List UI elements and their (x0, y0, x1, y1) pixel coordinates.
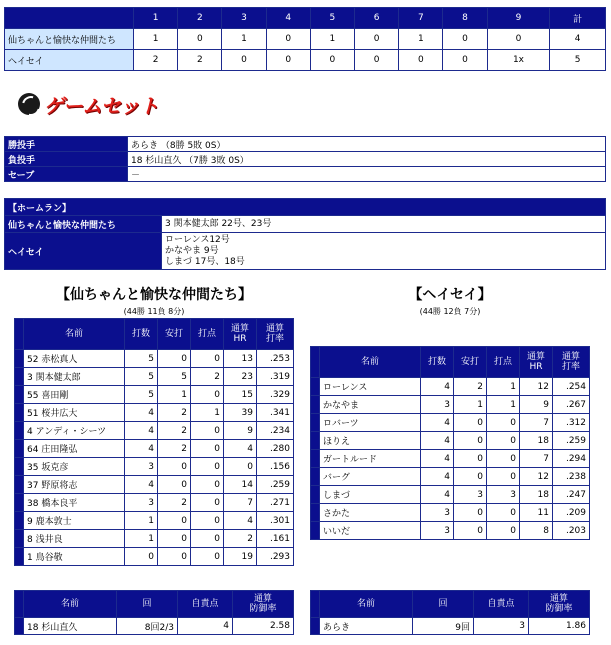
batter-stat: 0 (487, 432, 520, 450)
batter-stat: 0 (487, 522, 520, 540)
game-set-logo (18, 90, 158, 118)
batter-name: 52 赤松真人 (24, 350, 125, 368)
homerun-line: かなやま 9号 (165, 245, 219, 256)
batter-stat: 8 (520, 522, 553, 540)
side-bar (15, 440, 24, 458)
batter-stat: 4 (421, 378, 454, 396)
batter-stat: 0 (487, 468, 520, 486)
batter-stat: 3 (421, 504, 454, 522)
batter-stat: .156 (257, 458, 294, 476)
side-bar (311, 618, 320, 635)
batter-name: さかた (320, 504, 421, 522)
batter-stat: 0 (125, 548, 158, 566)
homerun-line: 3 関本健太郎 22号、23号 (165, 218, 272, 229)
side-bar (15, 548, 24, 566)
pitching-body (311, 591, 590, 635)
side-bar (15, 512, 24, 530)
side-bar (311, 396, 320, 414)
batter-name: 1 鳥谷敬 (24, 548, 125, 566)
batter-stat: 0 (191, 458, 224, 476)
batter-stat: 0 (454, 468, 487, 486)
batter-row (15, 530, 294, 548)
team1-pitching-table (14, 590, 294, 635)
batter-stat: 2 (158, 404, 191, 422)
pitcher-stat: 4 (178, 618, 233, 635)
batter-stat: 5 (158, 368, 191, 386)
batter-stat: 12 (520, 378, 553, 396)
batter-stat: 4 (421, 432, 454, 450)
batter-stat: 1 (191, 404, 224, 422)
pitcher-stat: 9回 (413, 618, 474, 635)
pitcher-stat: 3 (474, 618, 529, 635)
side-bar (311, 591, 320, 618)
team1-batting-table (14, 318, 294, 566)
inning-score: 0 (443, 29, 487, 50)
result-row-save (5, 167, 606, 182)
batter-row (311, 414, 590, 432)
side-bar (15, 530, 24, 548)
game-set-text: ゲームセット (44, 93, 158, 118)
batter-stat: 0 (454, 414, 487, 432)
batter-stat: .301 (257, 512, 294, 530)
batter-name: 3 関本健太郎 (24, 368, 125, 386)
batter-stat: 4 (125, 404, 158, 422)
column-header: 回 (413, 591, 474, 618)
side-bar (311, 450, 320, 468)
batter-stat: 5 (125, 350, 158, 368)
batter-stat: 1 (158, 386, 191, 404)
batter-name: しまづ (320, 486, 421, 504)
batter-stat: 39 (224, 404, 257, 422)
batter-stat: 2 (191, 368, 224, 386)
pitcher-name: 18 杉山直久 (24, 618, 117, 635)
batter-name: かなやま (320, 396, 421, 414)
column-header: 名前 (24, 319, 125, 350)
column-header: 打数 (125, 319, 158, 350)
inning-score: 0 (355, 29, 399, 50)
inning-score: 0 (266, 50, 310, 71)
inning-score: 0 (487, 29, 550, 50)
batter-name: ローレンス (320, 378, 421, 396)
batter-stat: .254 (553, 378, 590, 396)
batter-row (311, 468, 590, 486)
side-bar (15, 404, 24, 422)
batter-stat: 3 (421, 522, 454, 540)
batter-stat: .234 (257, 422, 294, 440)
inning-score: 1 (310, 29, 354, 50)
side-bar (15, 476, 24, 494)
batter-stat: 0 (191, 548, 224, 566)
side-bar (15, 618, 24, 635)
batter-name: 8 浅井良 (24, 530, 125, 548)
batter-name: ロバーツ (320, 414, 421, 432)
side-bar (15, 494, 24, 512)
side-bar (311, 522, 320, 540)
inning-score: 0 (266, 29, 310, 50)
header-blank-cell (5, 8, 134, 29)
column-header: 打数 (421, 347, 454, 378)
batter-stat: 0 (158, 458, 191, 476)
side-bar (311, 432, 320, 450)
inning-score: 0 (355, 50, 399, 71)
batter-stat: 4 (125, 422, 158, 440)
batter-row (311, 432, 590, 450)
total-score: 5 (550, 50, 606, 71)
batting-header-row (15, 319, 294, 350)
batter-row (15, 386, 294, 404)
result-label: セーブ (5, 167, 128, 182)
batter-stat: 0 (191, 350, 224, 368)
column-header: 通算 HR (224, 319, 257, 350)
side-bar (15, 350, 24, 368)
batter-stat: 2 (224, 530, 257, 548)
batter-row (15, 440, 294, 458)
batter-stat: 3 (454, 486, 487, 504)
column-header: 自責点 (474, 591, 529, 618)
team2-batting-table (310, 346, 590, 540)
inning-header: 1 (134, 8, 178, 29)
batter-stat: 11 (520, 504, 553, 522)
team-name: ヘイセイ (5, 50, 134, 71)
batter-stat: .267 (553, 396, 590, 414)
side-bar (15, 458, 24, 476)
batter-row (311, 450, 590, 468)
inning-header: 7 (399, 8, 443, 29)
batter-stat: 0 (487, 504, 520, 522)
inning-score: 1 (399, 29, 443, 50)
inning-header: 3 (222, 8, 266, 29)
pitching-body (15, 591, 294, 635)
batter-name: ほりえ (320, 432, 421, 450)
batter-stat: 0 (158, 512, 191, 530)
side-bar (15, 368, 24, 386)
batter-name: 55 喜田剛 (24, 386, 125, 404)
line-score-row-team2 (5, 50, 606, 71)
batter-stat: .312 (553, 414, 590, 432)
batter-row (15, 512, 294, 530)
batter-stat: 0 (487, 414, 520, 432)
pitcher-stat: 8回2/3 (117, 618, 178, 635)
column-header: 自責点 (178, 591, 233, 618)
batter-stat: 7 (520, 414, 553, 432)
batter-stat: .280 (257, 440, 294, 458)
batter-name: 9 鹿本敦士 (24, 512, 125, 530)
batter-stat: 0 (158, 476, 191, 494)
batter-stat: 4 (224, 512, 257, 530)
homerun-row (5, 233, 606, 270)
column-header: 名前 (320, 347, 421, 378)
batter-stat: 4 (224, 440, 257, 458)
homerun-line: ローレンス12号 (165, 234, 230, 245)
baseball-icon (18, 93, 40, 115)
side-bar (311, 347, 320, 378)
batter-stat: 3 (487, 486, 520, 504)
batter-stat: .341 (257, 404, 294, 422)
batter-stat: 0 (454, 504, 487, 522)
column-header: 回 (117, 591, 178, 618)
batter-stat: 4 (421, 414, 454, 432)
homerun-team: 仙ちゃんと愉快な仲間たち (5, 216, 162, 233)
homerun-list (162, 216, 606, 233)
line-score-table (4, 7, 606, 71)
homerun-team: ヘイセイ (5, 233, 162, 270)
batter-row (311, 396, 590, 414)
column-header: 通算 防御率 (529, 591, 590, 618)
batter-stat: 4 (125, 476, 158, 494)
batter-row (15, 404, 294, 422)
batter-name: 51 桜井広大 (24, 404, 125, 422)
batter-stat: 1 (125, 512, 158, 530)
column-header: 通算 防御率 (233, 591, 294, 618)
batter-stat: 2 (158, 422, 191, 440)
team1-record: (44勝 11負 8分) (123, 307, 185, 316)
result-label: 勝投手 (5, 137, 128, 152)
batter-row (15, 494, 294, 512)
batting-header-row (311, 347, 590, 378)
batter-stat: .253 (257, 350, 294, 368)
result-value: 18 杉山直久 （7勝 3敗 0S） (128, 152, 606, 167)
batter-stat: 0 (487, 450, 520, 468)
result-value: あらき （8勝 5敗 0S） (128, 137, 606, 152)
result-row-loss (5, 152, 606, 167)
side-bar (311, 378, 320, 396)
batter-stat: .319 (257, 368, 294, 386)
pitching-header-row (311, 591, 590, 618)
homerun-line: しまづ 17号、18号 (165, 256, 245, 267)
batter-stat: 4 (421, 468, 454, 486)
batter-stat: .294 (553, 450, 590, 468)
column-header: 名前 (320, 591, 413, 618)
homerun-title-row (5, 199, 606, 216)
inning-score: 0 (399, 50, 443, 71)
batter-stat: .238 (553, 468, 590, 486)
batter-row (311, 522, 590, 540)
inning-header: 4 (266, 8, 310, 29)
batter-row (311, 486, 590, 504)
batter-stat: 2 (158, 494, 191, 512)
batter-stat: 13 (224, 350, 257, 368)
inning-score: 0 (443, 50, 487, 71)
batting-body (311, 347, 590, 540)
total-header: 計 (550, 8, 606, 29)
batter-stat: 0 (158, 530, 191, 548)
inning-score: 0 (310, 50, 354, 71)
side-bar (311, 486, 320, 504)
batter-row (15, 476, 294, 494)
batter-stat: 5 (125, 368, 158, 386)
inning-score: 0 (222, 50, 266, 71)
batter-name: 38 橋本良平 (24, 494, 125, 512)
pitcher-row (15, 618, 294, 635)
column-header: 通算 打率 (553, 347, 590, 378)
result-row-win (5, 137, 606, 152)
total-score: 4 (550, 29, 606, 50)
batter-stat: 0 (191, 386, 224, 404)
side-bar (15, 422, 24, 440)
batter-row (311, 504, 590, 522)
team1-title: 【仙ちゃんと愉快な仲間たち】 (56, 287, 252, 303)
pitcher-row (311, 618, 590, 635)
batter-name: 35 坂克彦 (24, 458, 125, 476)
batter-stat: 0 (158, 548, 191, 566)
batter-stat: 0 (191, 440, 224, 458)
batter-stat: 3 (421, 396, 454, 414)
batter-stat: .209 (553, 504, 590, 522)
batter-row (15, 350, 294, 368)
batter-stat: 1 (125, 530, 158, 548)
batter-stat: 4 (125, 440, 158, 458)
inning-header: 6 (355, 8, 399, 29)
batter-row (15, 548, 294, 566)
inning-score: 2 (178, 50, 222, 71)
inning-header: 8 (443, 8, 487, 29)
batter-stat: 0 (224, 458, 257, 476)
inning-score: 1 (222, 29, 266, 50)
batter-stat: 15 (224, 386, 257, 404)
batter-stat: 4 (421, 450, 454, 468)
team2-record: (44勝 12負 7分) (419, 307, 481, 316)
batter-stat: 19 (224, 548, 257, 566)
inning-header: 5 (310, 8, 354, 29)
inning-score: 2 (134, 50, 178, 71)
pitching-header-row (15, 591, 294, 618)
batter-stat: 3 (125, 458, 158, 476)
inning-header: 9 (487, 8, 550, 29)
batter-stat: 4 (421, 486, 454, 504)
inning-score: 1 (134, 29, 178, 50)
batter-stat: 9 (224, 422, 257, 440)
batter-name: バーグ (320, 468, 421, 486)
result-value: － (128, 167, 606, 182)
batter-stat: 18 (520, 486, 553, 504)
batter-stat: 0 (191, 530, 224, 548)
column-header: 打点 (487, 347, 520, 378)
pitcher-name: あらき (320, 618, 413, 635)
batter-stat: 0 (158, 350, 191, 368)
batter-stat: 0 (454, 522, 487, 540)
batter-stat: 14 (224, 476, 257, 494)
line-score-row-team1 (5, 29, 606, 50)
batter-stat: .161 (257, 530, 294, 548)
side-bar (311, 468, 320, 486)
batter-stat: 0 (191, 422, 224, 440)
batter-stat: .329 (257, 386, 294, 404)
batter-stat: 5 (125, 386, 158, 404)
batter-row (311, 378, 590, 396)
inning-score: 0 (178, 29, 222, 50)
batter-stat: 1 (454, 396, 487, 414)
batter-stat: .247 (553, 486, 590, 504)
batter-stat: 7 (224, 494, 257, 512)
side-bar (15, 386, 24, 404)
column-header: 打点 (191, 319, 224, 350)
column-header: 名前 (24, 591, 117, 618)
batter-stat: 0 (191, 512, 224, 530)
pitcher-stat: 1.86 (529, 618, 590, 635)
batter-name: 4 アンディ・シーツ (24, 422, 125, 440)
batter-stat: 0 (191, 494, 224, 512)
homerun-list (162, 233, 606, 270)
batter-name: 64 庄田隆弘 (24, 440, 125, 458)
batter-stat: 23 (224, 368, 257, 386)
batter-stat: 3 (125, 494, 158, 512)
column-header: 安打 (454, 347, 487, 378)
team-name: 仙ちゃんと愉快な仲間たち (5, 29, 134, 50)
batter-stat: 12 (520, 468, 553, 486)
homerun-row (5, 216, 606, 233)
pitcher-results-table (4, 136, 606, 182)
side-bar (311, 414, 320, 432)
side-bar (15, 319, 24, 350)
batter-stat: 7 (520, 450, 553, 468)
homerun-title: 【ホームラン】 (5, 199, 606, 216)
batter-stat: 2 (158, 440, 191, 458)
batter-stat: 0 (454, 432, 487, 450)
batter-stat: 2 (454, 378, 487, 396)
batter-name: 37 野原将志 (24, 476, 125, 494)
batting-body (15, 319, 294, 566)
batter-stat: 18 (520, 432, 553, 450)
batter-row (15, 422, 294, 440)
batter-stat: .259 (553, 432, 590, 450)
batter-name: ガートルード (320, 450, 421, 468)
batter-stat: 0 (191, 476, 224, 494)
column-header: 安打 (158, 319, 191, 350)
batter-stat: 1 (487, 396, 520, 414)
team2-pitching-table (310, 590, 590, 635)
batter-stat: 9 (520, 396, 553, 414)
pitcher-stat: 2.58 (233, 618, 294, 635)
inning-score: 1x (487, 50, 550, 71)
batter-stat: .259 (257, 476, 294, 494)
batter-stat: .293 (257, 548, 294, 566)
homerun-table (4, 198, 606, 270)
batter-stat: 0 (454, 450, 487, 468)
inning-header: 2 (178, 8, 222, 29)
batter-row (15, 458, 294, 476)
side-bar (311, 504, 320, 522)
batter-row (15, 368, 294, 386)
result-label: 負投手 (5, 152, 128, 167)
batter-stat: .271 (257, 494, 294, 512)
batter-stat: 1 (487, 378, 520, 396)
team2-title: 【ヘイセイ】 (408, 287, 492, 303)
batter-name: いいだ (320, 522, 421, 540)
side-bar (15, 591, 24, 618)
batter-stat: .203 (553, 522, 590, 540)
column-header: 通算 HR (520, 347, 553, 378)
column-header: 通算 打率 (257, 319, 294, 350)
line-score-header (5, 8, 606, 29)
